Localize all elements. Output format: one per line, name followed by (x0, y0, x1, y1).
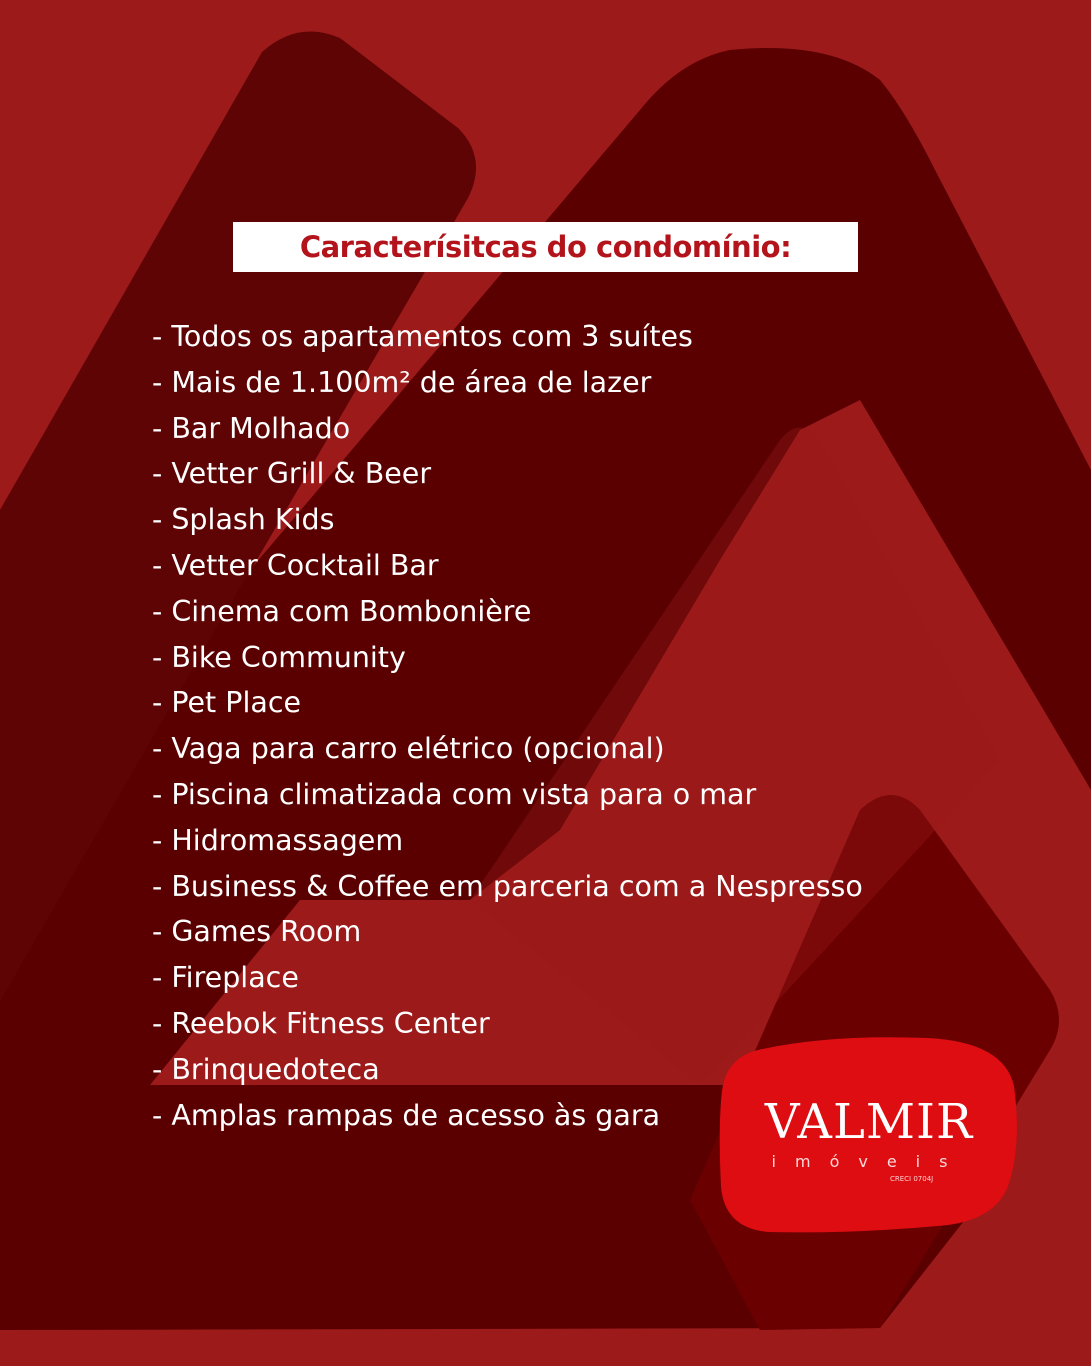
title-banner (233, 222, 858, 272)
list-item: - Todos os apartamentos com 3 suítes (152, 320, 693, 353)
logo-subtitle: imóveis (771, 1152, 967, 1171)
list-item: - Pet Place (152, 686, 302, 720)
list-item: - Brinquedoteca (152, 1052, 380, 1086)
list-item: - Bike Community (152, 640, 406, 674)
list-item: - Hidromassagem (152, 823, 404, 857)
list-item: - Reebok Fitness Center (152, 1006, 490, 1040)
list-item: - Piscina climatizada com vista para o mar (152, 777, 757, 811)
list-item: - Mais de 1.100m² de área de lazer (152, 365, 652, 399)
list-item: - Fireplace (152, 961, 299, 995)
logo-badge (718, 1036, 1020, 1233)
feature-list (152, 314, 863, 1138)
logo-name: VALMIR (764, 1094, 974, 1150)
logo-creci: CRECI 0704J (890, 1175, 934, 1183)
list-item: - Vetter Grill & Beer (152, 457, 432, 491)
list-item: - Vetter Cocktail Bar (152, 548, 439, 582)
list-item: - Vaga para carro elétrico (opcional) (152, 732, 665, 766)
list-item: - Games Room (152, 915, 362, 949)
list-item: - Cinema com Bombonière (152, 594, 532, 628)
list-item: - Splash Kids (152, 503, 335, 537)
list-item: - Bar Molhado (152, 411, 351, 445)
page-title: Caracterísitcas do condomínio: (299, 230, 792, 264)
list-item: - Business & Coffee em parceria com a Nespresso (152, 869, 863, 903)
list-item: - Amplas rampas de acesso às gara (152, 1098, 661, 1132)
